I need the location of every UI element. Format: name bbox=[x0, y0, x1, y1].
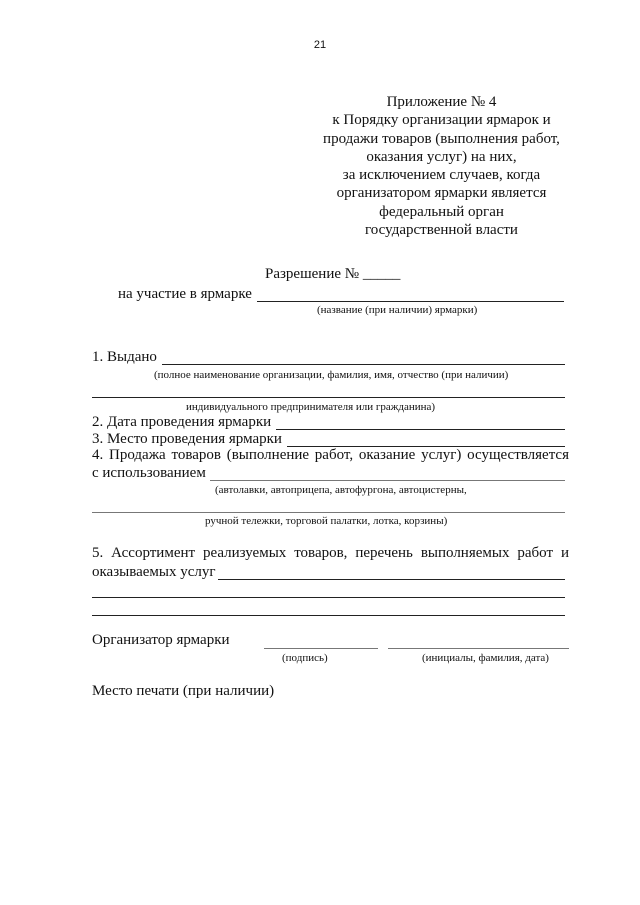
signature-hint: (подпись) bbox=[282, 652, 328, 664]
appendix-line: организатором ярмарки является bbox=[336, 185, 547, 202]
sale-hint-1: (автолавки, автоприцепа, автофургона, автоцистерны, bbox=[215, 484, 467, 496]
page-number: 21 bbox=[313, 39, 327, 51]
appendix-line: оказания услуг) на них, bbox=[366, 148, 517, 165]
seal-label: Место печати (при наличии) bbox=[92, 683, 275, 699]
appendix-line: Приложение № 4 bbox=[386, 94, 497, 110]
fair-name-line[interactable] bbox=[257, 301, 564, 302]
assortment-line-3-field[interactable] bbox=[92, 615, 565, 616]
organizer-label: Организатор ярмарки bbox=[92, 632, 230, 648]
place-label: 3. Место проведения ярмарки bbox=[92, 431, 282, 447]
assortment-line-2: оказываемых услуг bbox=[92, 564, 216, 580]
date-label: 2. Дата проведения ярмарки bbox=[92, 414, 272, 430]
appendix-line: продажи товаров (выполнения работ, bbox=[323, 130, 560, 147]
appendix-line: за исключением случаев, когда bbox=[342, 167, 541, 184]
sale-line-2: с использованием bbox=[92, 465, 206, 481]
signature-line[interactable] bbox=[264, 648, 378, 649]
permit-title: Разрешение № _____ bbox=[265, 266, 401, 282]
issued-line[interactable] bbox=[162, 364, 565, 365]
appendix-header bbox=[300, 93, 583, 239]
initials-hint: (инициалы, фамилия, дата) bbox=[422, 652, 549, 664]
appendix-line: государственной власти bbox=[365, 222, 518, 239]
assortment-line-2-field[interactable] bbox=[92, 597, 565, 598]
issued-label: 1. Выдано bbox=[92, 349, 157, 365]
sale-hint-2: ручной тележки, торговой палатки, лотка, корзины) bbox=[205, 515, 448, 527]
assortment-line[interactable] bbox=[218, 579, 565, 580]
sale-line-1: 4. Продажа товаров (выполнение работ, оказание услуг) осуществляется bbox=[92, 447, 569, 463]
appendix-line: к Порядку организации ярмарок и bbox=[332, 112, 551, 129]
sale-line-2-field[interactable] bbox=[92, 512, 565, 513]
fair-name-hint: (название (при наличии) ярмарки) bbox=[317, 304, 478, 316]
issued-hint-2: индивидуального предпринимателя или гражданина) bbox=[186, 401, 436, 413]
date-line[interactable] bbox=[276, 429, 565, 430]
sale-line[interactable] bbox=[210, 480, 565, 481]
initials-line[interactable] bbox=[388, 648, 569, 649]
issued-line-2[interactable] bbox=[92, 397, 565, 398]
assortment-line-1: 5. Ассортимент реализуемых товаров, перечень выполняемых работ и bbox=[92, 545, 569, 561]
appendix-line: федеральный орган bbox=[379, 203, 504, 220]
permit-subtitle-label: на участие в ярмарке bbox=[118, 286, 252, 302]
issued-hint-1: (полное наименование организации, фамилия, имя, отчество (при наличии) bbox=[154, 369, 509, 381]
